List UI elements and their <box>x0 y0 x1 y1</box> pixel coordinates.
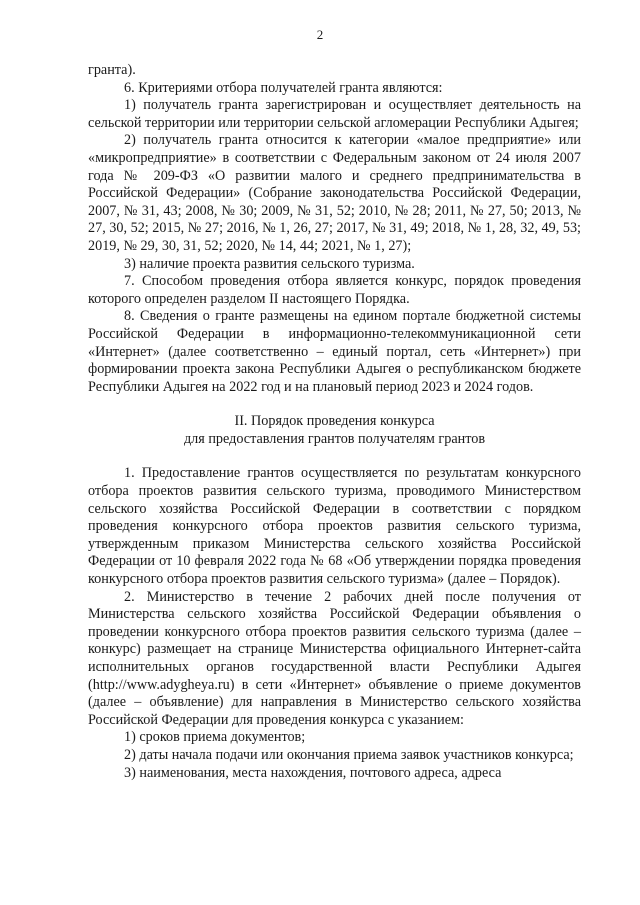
paragraph-6-item-1: 1) получатель гранта зарегистрирован и осуществляет деятельность на сельской территории или территории сельской агломерации Республики Адыгея; <box>88 97 581 131</box>
paragraph-8: 8. Сведения о гранте размещены на едином портале бюджетной системы Российской Федерации в информационно-телекоммуникационной сети «Интернет» (далее соответственно – единый портал, сеть «Интернет») при формировании проекта закона Республики Адыгея о республиканском бюджете Республики Адыгея на 2022 год и на плановый период 2023 и 2024 годов. <box>88 308 581 395</box>
paragraph-7: 7. Способом проведения отбора является конкурс, порядок проведения которого определен разделом II настоящего Порядка. <box>88 273 581 307</box>
paragraph-6-item-3: 3) наличие проекта развития сельского туризма. <box>124 255 415 272</box>
section-heading-line-2: для предоставления грантов получателям грантов <box>183 430 486 447</box>
paragraph-6-criteria: 6. Критериями отбора получателей гранта являются: <box>124 79 443 96</box>
paragraph-section2-2: 2. Министерство в течение 2 рабочих дней после получения от Министерства сельского хозяйства Российской Федерации объявления о проведении конкурсного отбора проектов развития сельского туризма (далее – конкурс) размещает на странице Министерства официального Интернет-сайта исполнительных органов государственной власти Республики Адыгея (http://www.adygheya.ru) в сети «Интернет» объявление о приеме документов (далее – объявление) для направления в Министерство сельского хозяйства Российской Федерации для проведения конкурса с указанием: <box>88 588 581 728</box>
paragraph-grant-end: гранта). <box>88 62 136 78</box>
paragraph-section2-item-1: 1) сроков приема документов; <box>124 729 306 746</box>
paragraph-6-item-2: 2) получатель гранта относится к категории «малое предприятие» или «микропредприятие» в соответствии с Федеральным законом от 24 июля 2007 года № 209-ФЗ «О развитии малого и среднего предпринимательства в Российской Федерации» (Собрание законодательства Российской Федерации, 2007, № 31, 43; 2008, № 30; 2009, № 31, 52; 2010, № 28; 2011, № 27, 50; 2013, № 27, 30, 52; 2015, № 27; 2016, № 1, 26, 27; 2017, № 31, 49; 2018, № 1, 28, 32, 49, 53; 2019, № 29, 30, 31, 52; 2020, № 14, 44; 2021, № 1, 27); <box>88 132 581 254</box>
section-heading-line-1: II. Порядок проведения конкурса <box>234 413 435 430</box>
page-number: 2 <box>316 27 324 42</box>
paragraph-section2-1: 1. Предоставление грантов осуществляется по результатам конкурсного отбора проектов развития сельского туризма, проводимого Министерством сельского хозяйства Российской Федерации в соответствии с порядком проведения конкурсного отбора проектов развития сельского туризма, утвержденным приказом Министерства сельского хозяйства Российской Федерации от 10 февраля 2022 года № 68 «Об утверждении порядка проведения конкурсного отбора проектов развития сельского туризма» (далее – Порядок). <box>88 465 581 588</box>
paragraph-section2-item-3: 3) наименования, места нахождения, почтового адреса, адреса <box>124 764 502 781</box>
document-body <box>88 62 581 782</box>
paragraph-section2-item-2: 2) даты начала подачи или окончания приема заявок участников конкурса; <box>124 746 574 763</box>
section-heading <box>88 413 581 448</box>
